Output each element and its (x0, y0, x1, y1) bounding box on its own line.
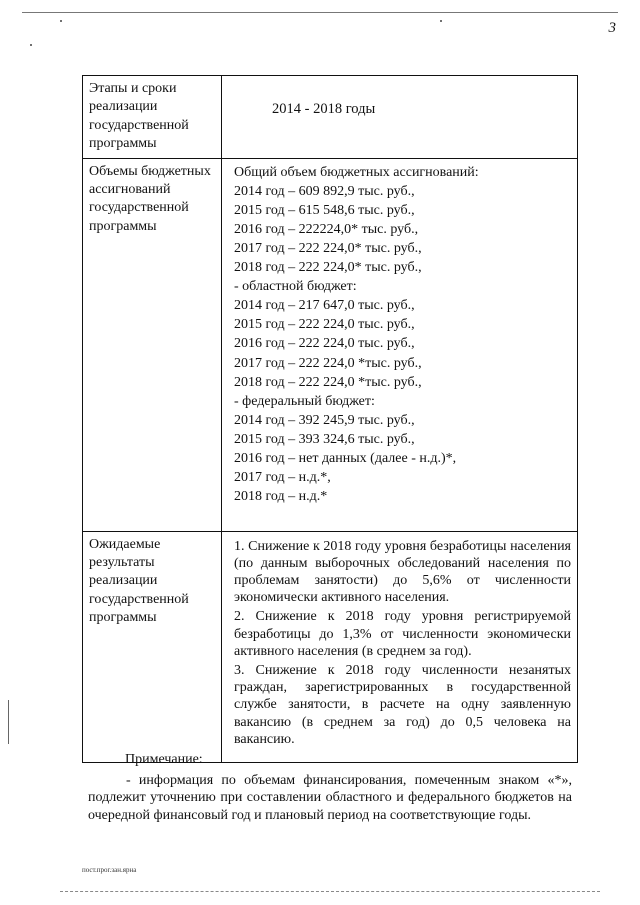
scan-speck (60, 20, 62, 22)
budget-regional-heading: - областной бюджет: (234, 279, 357, 295)
budget-regional-2018: 2018 год – 222 224,0 *тыс. руб., (234, 374, 422, 390)
table-row-stages (83, 76, 578, 159)
value-results (222, 531, 578, 762)
value-stages (222, 76, 578, 159)
budget-federal-2017: 2017 год – н.д.*, (234, 470, 331, 486)
program-period: 2014 - 2018 годы (272, 101, 376, 117)
budget-total-2017: 2017 год – 222 224,0* тыс. руб., (234, 241, 422, 256)
label-budget: Объемы бюджетных ассигнований государственной программы (83, 158, 222, 531)
result-item-2: 2. Снижение к 2018 году уровня регистрируемой безработицы до 1,3% от численности экономически активного населения (в среднем за год). (234, 609, 571, 659)
budget-federal-2014: 2014 год – 392 245,9 тыс. руб., (234, 412, 415, 428)
budget-federal-2018: 2018 год – н.д.* (234, 489, 328, 505)
budget-federal-2015: 2015 год – 393 324,6 тыс. руб., (234, 431, 415, 447)
label-results: Ожидаемые результаты реализации государственной программы (83, 531, 222, 762)
note-text: - информация по объемам финансирования, помеченным знаком «*», подлежит уточнению при составлении областного и федерального бюджетов на очередной финансовый год и плановый период на соответствующие годы. (88, 773, 572, 823)
table-row-results (83, 531, 578, 762)
budget-total-heading: Общий объем бюджетных ассигнований: (234, 164, 479, 180)
budget-total-2016: 2016 год – 222224,0* тыс. руб., (234, 221, 419, 237)
budget-regional-2017: 2017 год – 222 224,0 *тыс. руб., (234, 355, 422, 371)
budget-total-2015: 2015 год – 615 548,6 тыс. руб., (234, 202, 415, 218)
note-title: Примечание: (125, 752, 203, 767)
scan-top-rule (22, 12, 618, 13)
scan-bottom-rule (60, 891, 600, 892)
scan-edge-mark (8, 700, 9, 744)
budget-regional-2014: 2014 год – 217 647,0 тыс. руб., (234, 298, 415, 314)
scan-speck (30, 44, 32, 46)
footer-file-code: пост.прог.зан.ярна (82, 866, 137, 874)
result-item-1: 1. Снижение к 2018 году уровня безработицы населения (по данным выборочных обследований населения по проблемам занятости) до 5,6% от численности экономически активного населения. (234, 538, 571, 606)
budget-regional-2015: 2015 год – 222 224,0 тыс. руб., (234, 317, 415, 333)
budget-total-2014: 2014 год – 609 892,9 тыс. руб., (234, 183, 415, 199)
page-number: 3 (608, 20, 616, 36)
result-item-3: 3. Снижение к 2018 году численности незанятых граждан, зарегистрированных в государственной службе занятости, в расчете на одну заявленную вакансию (в среднем за год) до 0,5 человека на вакансию. (234, 663, 571, 747)
budget-total-2018: 2018 год – 222 224,0* тыс. руб., (234, 260, 422, 276)
budget-federal-2016: 2016 год – нет данных (далее - н.д.)*, (234, 451, 457, 467)
value-budget (222, 158, 578, 531)
scan-speck (440, 20, 442, 22)
label-stages: Этапы и сроки реализации государственной программы (83, 76, 222, 159)
budget-regional-2016: 2016 год – 222 224,0 тыс. руб., (234, 336, 415, 352)
budget-federal-heading: - федеральный бюджет: (234, 393, 375, 409)
table-row-budget (83, 158, 578, 531)
program-passport-table (82, 75, 578, 763)
